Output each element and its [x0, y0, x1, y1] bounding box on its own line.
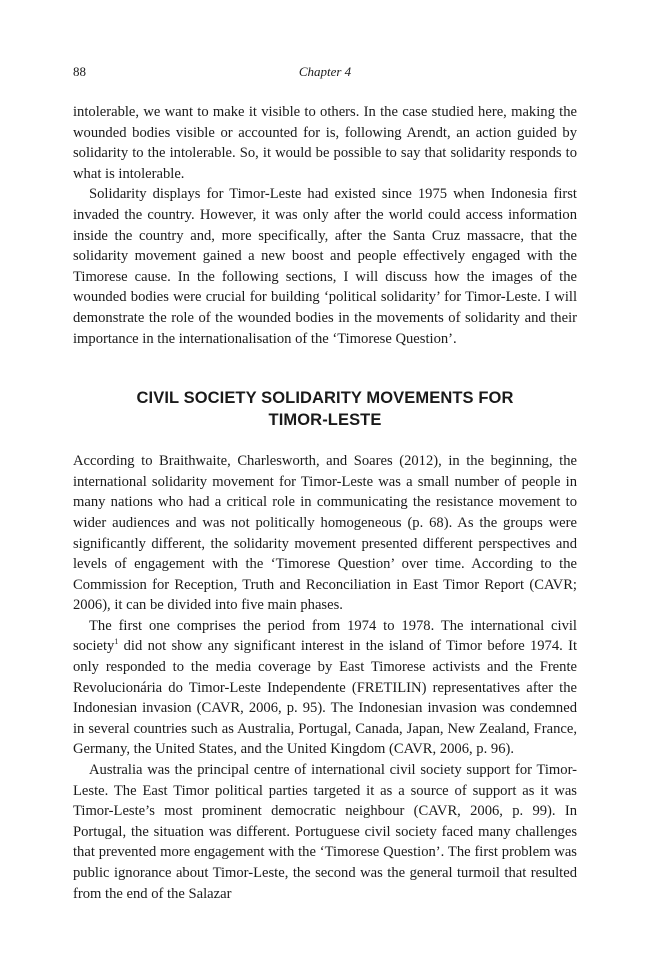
paragraph-3: According to Braithwaite, Charlesworth, and Soares (2012), in the beginning, the international solidarity movement for Timor-Leste was a small number of people in many nations who had a critical role in communicating the resistance movement to wider audiences and was not politically homogeneous (p. 68). As the groups were significantly different, the solidarity movement presented different perspectives and levels of engagement with the ‘Timorese Question’ over time. According to the Commission for Reception, Truth and Reconciliation in East Timor Report (CAVR; 2006), it can be divided into five main phases. [73, 453, 577, 614]
book-page [73, 64, 577, 904]
paragraph-4-text-start: The first one comprises the period from 1974 to 1978. The international civil society [73, 617, 577, 655]
paragraph-2: Solidarity displays for Timor-Leste had existed since 1975 when Indonesia first invaded the country. However, it was only after the world could access information inside the country and, more specifically, after the Santa Cruz massacre, that the solidarity movement gained a new boost and people effectively engaged with the Timorese cause. In the following sections, I will discuss how the images of the wounded bodies were crucial for building ‘political solidarity’ for Timor-Leste. I will demonstrate the role of the wounded bodies in the movements of solidarity and their importance in the internationalisation of the ‘Timorese Question’. [73, 186, 577, 347]
chapter-label: Chapter 4 [298, 64, 352, 79]
paragraph-4-text-end: did not show any significant interest in the island of Timor before 1974. It only responded to the media coverage by East Timorese activists and the Frente Revolucionária do Timor-Leste Independente (FRETILIN) representatives after the Indonesian invasion (CAVR, 2006, p. 95). The Indonesian invasion was condemned in several countries such as Australia, Portugal, Canada, Japan, New Zealand, France, Germany, the United States, and the United Kingdom (CAVR, 2006, p. 96). [73, 638, 577, 758]
section-heading [73, 387, 577, 431]
paragraph-5: Australia was the principal centre of international civil society support for Timor-Leste. The East Timor political parties targeted it as a source of support as it was Timor-Leste’s most prominent democratic neighbour (CAVR, 2006, p. 99). In Portugal, the situation was different. Portuguese civil society faced many challenges that prevented more engagement with the ‘Timorese Question’. The first problem was public ignorance about Timor-Leste, the second was the general turmoil that resulted from the end of the Salazar [73, 762, 577, 902]
running-head [73, 64, 577, 88]
paragraph-1: intolerable, we want to make it visible to others. In the case studied here, making the wounded bodies visible or accounted for is, following Arendt, an action guided by solidarity to the intolerable. So, it would be possible to say that solidarity responds to what is intolerable. [73, 104, 577, 182]
section-heading-line-1: CIVIL SOCIETY SOLIDARITY MOVEMENTS FOR [136, 389, 514, 408]
footnote-marker[interactable]: 1 [114, 637, 119, 647]
paragraph-4 [73, 616, 577, 760]
page-number: 88 [73, 64, 86, 79]
section-heading-line-2: TIMOR-LESTE [268, 411, 382, 430]
